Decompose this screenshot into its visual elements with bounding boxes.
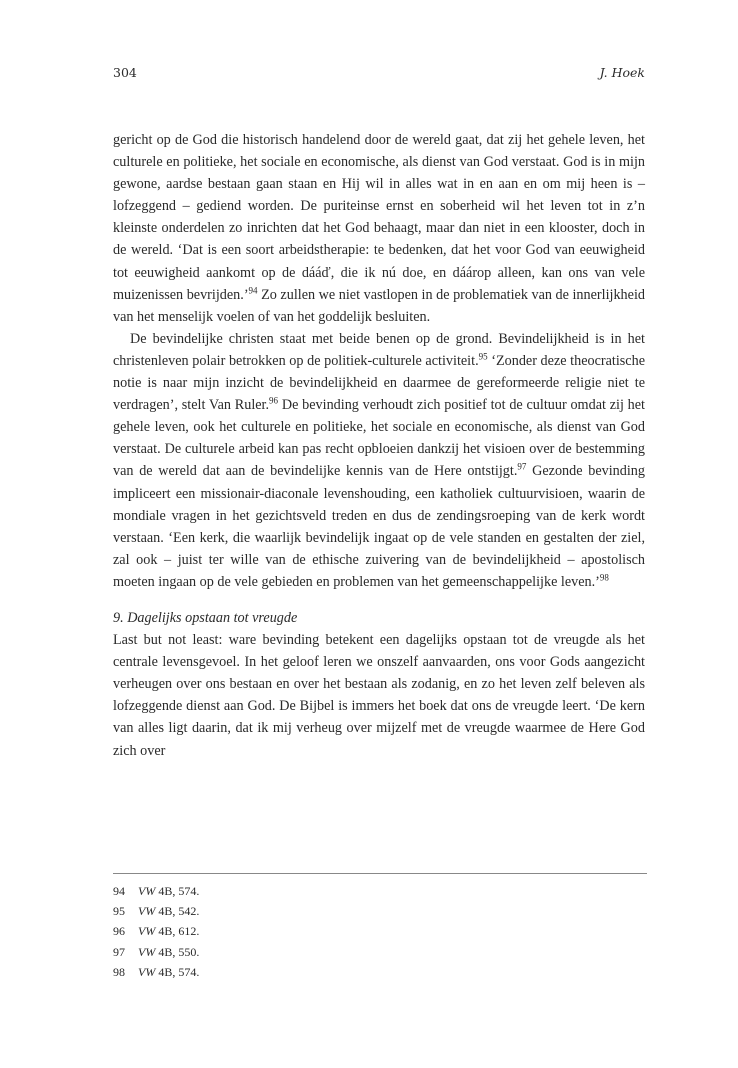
footnote: 98 VW 4B, 574.	[113, 964, 200, 979]
footnote: 94 VW 4B, 574.	[113, 884, 200, 898]
footnote-ref-95[interactable]: 95	[478, 351, 488, 362]
footnote-ref-94[interactable]: 94	[248, 284, 258, 295]
page-number: 304	[113, 65, 137, 80]
footnotes-list	[113, 881, 199, 982]
paragraph-2: De bevindelijke christen staat met beide benen op de grond. Bevindelijkheid is in het christenleven polair betrokken op de politiek-culturele activiteit.$^{95}$ ‘Zonder deze theocratische notie is naar mijn inzicht de bevindelijkheid en daarmee de gereformeerde religie niet te verdragen’, stelt Van Ruler.$^{96}$ De bevinding verhoudt zich positief tot de cultuur omdat zij het gehele leven, ook het culturele en politieke, het sociale en economische, als dienst van God verstaat. De culturele arbeid kan pas recht opbloeien dankzij het visioen over de bestemming van de wereld dat aan de bevindelijke kennis van de Here ontstijgt.$^{97}$ Gezonde bevinding impliceert een missionair-diaconale levenshouding, een katholiek cultuurvisioen, waarin de mondiale vragen in het gezichtsveld treden en dus de zendingsroeping van de kerk wordt verstaan. ‘Een kerk, die waarlijk bevindelijk ingaat op de vele standen en gestalten der ziel, zal ook – juist ter wille van de ethische zuivering van de bevindelijkheid – apostolisch moeten ingaan op de vele gebieden en problemen van het gemeenschappelijke leven.’$^{98}$	[113, 330, 645, 590]
paragraph-1: gericht op de God die historisch handelend door de wereld gaat, dat zij het gehele leven, het culturele en politieke, het sociale en economische, als dienst van God verstaat. God is in mijn gewone, aardse bestaan gaan staan en Hij wil in alles wat in en aan en om mij heen is – lofzeggend – gediend worden. De puriteinse ernst en soberheid wil het leven tot in z’n kleinste onderdelen zo inrichten dat het God behaagt, maar dan niet in een klooster, doch in de wereld. ‘Dat is een soort arbeidstherapie: te bedenken, dat het voor God van eeuwigheid tot eeuwigheid aankomt op de dááď, die ik nú doe, en dáárop alleen, kan ons van vele muizenissen bevrijden.’$^{94}$ Zo zullen we niet vastlopen in de problematiek van de innerlijkheid van het menselijk voelen of van het goddelijk besluiten.	[113, 132, 645, 325]
footnote-ref-98[interactable]: 98	[599, 572, 609, 583]
footnote-ref-96[interactable]: 96	[269, 395, 279, 406]
footnote-divider	[113, 873, 647, 874]
section-heading: 9. Dagelijks opstaan tot vreugde	[113, 609, 298, 626]
footnote-ref-97[interactable]: 97	[517, 461, 527, 472]
footnote: 97 VW 4B, 550.	[113, 944, 200, 959]
running-head: J. Hoek	[599, 65, 645, 80]
footnote: 96 VW 4B, 612.	[113, 924, 200, 939]
paragraph-3: Last but not least: ware bevinding betekent een dagelijks opstaan tot de vreugde als het centrale levensgevoel. In het geloof leren we onszelf aanvaarden, ons voor Gods aangezicht verheugen over ons bestaan en over het bestaan als zodanig, en zo het leven zelf beleven als lofzeggende dienst aan God. De Bijbel is immers het boek dat ons de vreugde leert. ‘De kern van alles ligt daarin, dat ik mij verheug over mijzelf met de vreugde waarmee de Here God zich over	[113, 632, 645, 759]
footnote: 95 VW 4B, 542.	[113, 904, 200, 919]
body-text	[113, 129, 645, 762]
